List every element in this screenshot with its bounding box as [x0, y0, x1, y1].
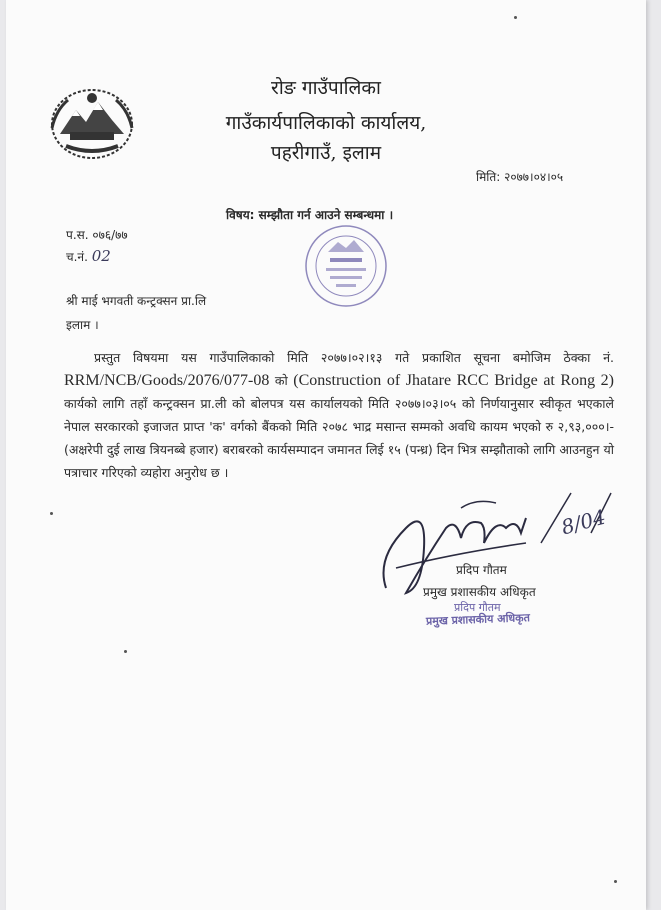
signatory-title: प्रमुख प्रशासकीय अधिकृत — [423, 585, 536, 599]
body-part-1: प्रस्तुत विषयमा यस गाउँपालिकाको मिति २०७७।०२।१३ गते प्रकाशित सूचना बमोजिम ठेक्का नं. — [94, 350, 614, 365]
reference-ps: प.स. ०७६/७७ — [66, 228, 128, 242]
addressee-place: इलाम । — [66, 318, 99, 332]
body-project-name: (Construction of Jhatare RCC Bridge at Rong 2) — [293, 372, 614, 389]
letter-body — [64, 346, 614, 484]
letterhead-office: गाउँकार्यपालिकाको कार्यालय, — [225, 112, 427, 134]
body-part-3: कार्यको लागि तहाँ कन्ट्रक्सन प्रा.ली को बोलपत्र यस कार्यालयको मिति २०७७।०३।०५ को निर्णयानुसार स्वीकृत भएकाले नेपाल सरकारको इजाजत प्राप्त 'क' वर्गको बैंकको मिति २०७८ भाद्र मसान्त सम्मको अवधि कायम भएको रु २,९३,०००।- (अक्षरेपी दुई लाख त्रियनब्बे हजार) बराबरको कार्यसम्पादन जमानत लिई १५ (पन्ध्र) दिन भित्र सम्झौताको लागि आउनहुन यो पत्राचार गरिएको व्यहोरा अनुरोध छ । — [64, 396, 614, 480]
letter-date: मिति: २०७७।०४।०५ — [476, 170, 564, 184]
signature-date: 8/04 — [558, 504, 609, 540]
addressee-name: श्री माई भगवती कन्ट्रक्सन प्रा.लि — [66, 294, 207, 308]
title-stamp: प्रमुख प्रशासकीय अधिकृत — [425, 611, 531, 628]
letter-subject: विषय: सम्झौता गर्न आउने सम्बन्धमा । — [226, 208, 394, 222]
letter-page — [6, 0, 646, 910]
paper-speck — [614, 880, 617, 883]
name-stamp: प्रदिप गौतम — [454, 601, 501, 614]
paper-speck — [514, 16, 517, 19]
paper-speck — [50, 512, 53, 515]
signatory-name: प्रदिप गौतम — [456, 563, 507, 577]
paper-speck — [124, 650, 127, 653]
letterhead-municipality: रोङ गाउँपालिका — [271, 77, 381, 99]
letterhead-address: पहरीगाउँ, इलाम — [270, 142, 382, 164]
body-ref-number: RRM/NCB/Goods/2076/077-08 — [64, 372, 270, 389]
body-part-2: को — [274, 373, 288, 388]
government-emblem-icon — [46, 84, 138, 162]
reference-cn-label: च.नं. — [66, 250, 88, 264]
reference-cn-value: 02 — [91, 247, 111, 265]
reference-cn — [66, 247, 111, 265]
office-seal-icon — [296, 222, 396, 312]
